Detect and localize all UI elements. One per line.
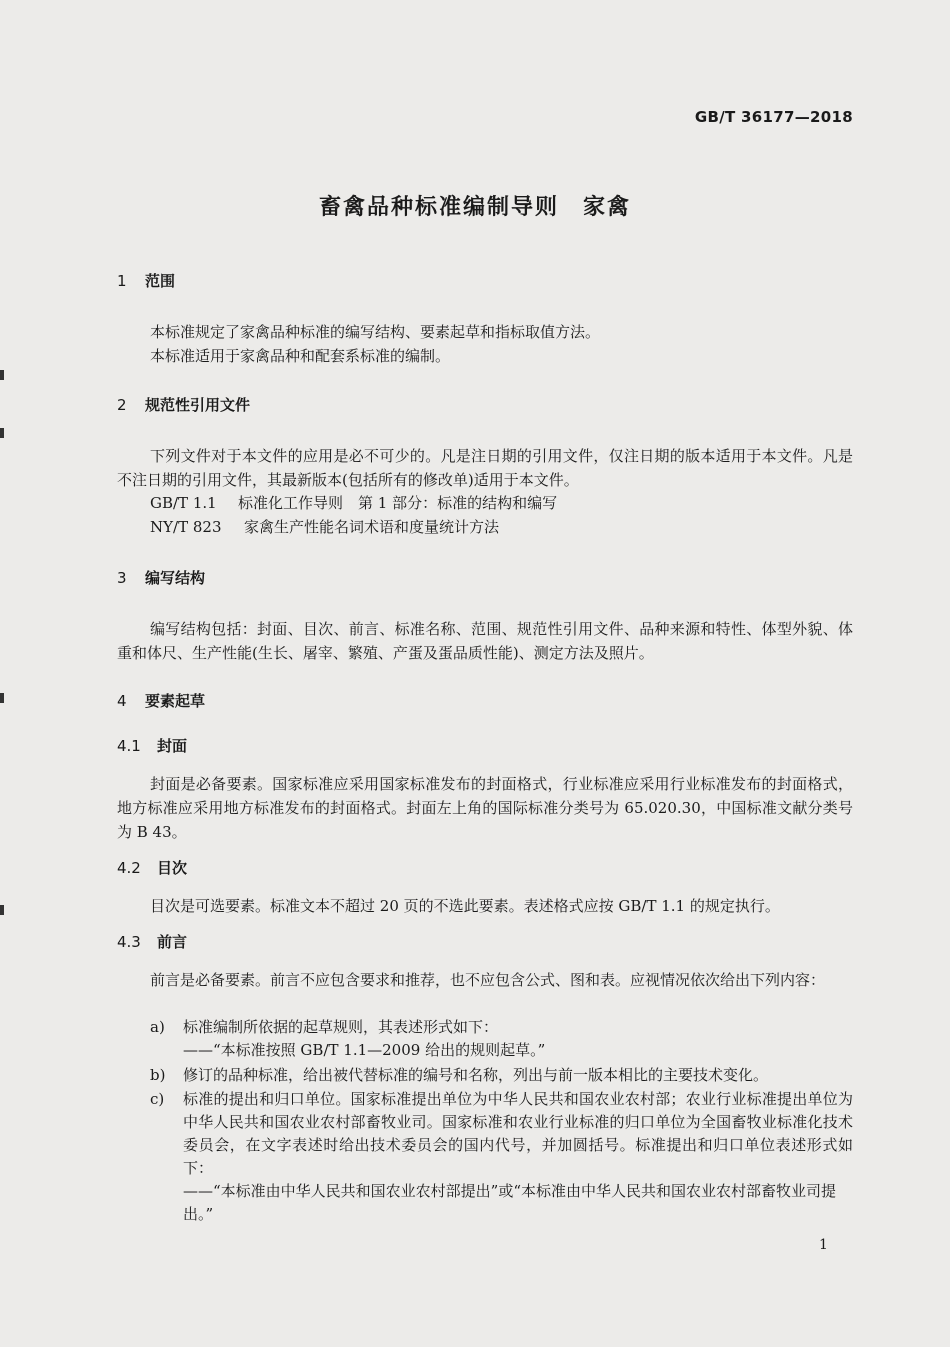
section-2-body bbox=[117, 444, 853, 492]
section-1-body bbox=[117, 320, 853, 368]
paragraph: 本标准规定了家禽品种标准的编写结构、要素起草和指标取值方法。 bbox=[150, 323, 601, 341]
reference-item bbox=[150, 492, 557, 513]
subsection-number: 4.1 bbox=[117, 737, 141, 755]
subsection-title: 封面 bbox=[157, 737, 188, 755]
subsection-heading-4-2 bbox=[117, 857, 187, 878]
list-item-b bbox=[150, 1064, 853, 1087]
dash-text: ——“本标准由中华人民共和国农业农村部提出”或“本标准由中华人民共和国农业农村部畜牧业司提出。” bbox=[183, 1182, 837, 1223]
reference-code: NY/T 823 bbox=[150, 518, 222, 536]
list-item-a bbox=[150, 1016, 853, 1062]
document-title: 畜禽品种标准编制导则 家禽 bbox=[318, 195, 631, 220]
page-number: 1 bbox=[819, 1237, 828, 1253]
list-text: 标准编制所依据的起草规则，其表述形式如下： bbox=[183, 1018, 499, 1036]
list-text: 修订的品种标准，给出被代替标准的编号和名称，列出与前一版本相比的主要技术变化。 bbox=[183, 1066, 769, 1084]
reference-code: GB/T 1.1 bbox=[150, 494, 217, 512]
paragraph: 本标准适用于家禽品种和配套系标准的编制。 bbox=[150, 347, 451, 365]
section-title: 规范性引用文件 bbox=[145, 396, 251, 414]
list-text: 标准的提出和归口单位。国家标准提出单位为中华人民共和国农业农村部；农业行业标准提出单位为中华人民共和国农业农村部畜牧业司。国家标准和农业行业标准的归口单位为全国畜牧业标准化技术委员会，在文字表述时给出技术委员会的国内代号，并加圆括号。标准提出和归口单位表述形式如下： bbox=[183, 1090, 853, 1177]
section-number: 2 bbox=[117, 396, 127, 414]
section-heading-1 bbox=[117, 270, 175, 291]
section-number: 3 bbox=[117, 569, 127, 587]
section-heading-2 bbox=[117, 394, 250, 415]
subsection-number: 4.2 bbox=[117, 859, 141, 877]
section-title: 编写结构 bbox=[145, 569, 206, 587]
list-dash-item: ——“本标准按照 GB/T 1.1—2009 给出的规则起草。” bbox=[183, 1041, 546, 1059]
list-item-c bbox=[150, 1088, 853, 1226]
standard-number: GB/T 36177—2018 bbox=[694, 108, 853, 126]
paragraph: 前言是必备要素。前言不应包含要求和推荐，也不应包含公式、图和表。应视情况依次给出下列内容： bbox=[150, 971, 826, 989]
scan-edge-mark bbox=[0, 693, 4, 703]
section-title: 范围 bbox=[145, 272, 176, 290]
list-label: b) bbox=[150, 1066, 166, 1084]
paragraph: 下列文件对于本文件的应用是必不可少的。凡是注日期的引用文件，仅注日期的版本适用于本文件。凡是不注日期的引用文件，其最新版本(包括所有的修改单)适用于本文件。 bbox=[117, 447, 853, 489]
section-number: 1 bbox=[117, 272, 127, 290]
section-3-body bbox=[117, 617, 853, 665]
reference-item bbox=[150, 516, 499, 537]
section-heading-4 bbox=[117, 690, 205, 711]
subsection-title: 前言 bbox=[157, 933, 188, 951]
subsection-number: 4.3 bbox=[117, 933, 141, 951]
section-number: 4 bbox=[117, 692, 127, 710]
scan-edge-mark bbox=[0, 370, 4, 380]
subsection-4-3-body bbox=[117, 968, 853, 992]
paragraph: 编写结构包括：封面、目次、前言、标准名称、范围、规范性引用文件、品种来源和特性、体型外貌、体重和体尺、生产性能(生长、屠宰、繁殖、产蛋及蛋品质性能)、测定方法及照片。 bbox=[117, 620, 853, 662]
subsection-heading-4-1 bbox=[117, 735, 187, 756]
subsection-4-1-body bbox=[117, 772, 853, 844]
scan-edge-mark bbox=[0, 905, 4, 915]
paragraph: 目次是可选要素。标准文本不超过 20 页的不选此要素。表述格式应按 GB/T 1.1 的规定执行。 bbox=[150, 897, 780, 915]
reference-title: 标准化工作导则 第 1 部分：标准的结构和编写 bbox=[238, 494, 558, 512]
list-label: a) bbox=[150, 1018, 165, 1036]
subsection-heading-4-3 bbox=[117, 931, 187, 952]
list-dash-item bbox=[183, 1180, 853, 1226]
section-title: 要素起草 bbox=[145, 692, 206, 710]
section-heading-3 bbox=[117, 567, 205, 588]
list-label: c) bbox=[150, 1090, 165, 1108]
scan-edge-mark bbox=[0, 428, 4, 438]
subsection-4-2-body bbox=[117, 894, 853, 918]
reference-title: 家禽生产性能名词术语和度量统计方法 bbox=[244, 518, 500, 536]
subsection-title: 目次 bbox=[157, 859, 188, 877]
paragraph: 封面是必备要素。国家标准应采用国家标准发布的封面格式，行业标准应采用行业标准发布的封面格式，地方标准应采用地方标准发布的封面格式。封面左上角的国际标准分类号为 65.020.30，中国标准文献分类号为 B 43。 bbox=[117, 775, 853, 841]
